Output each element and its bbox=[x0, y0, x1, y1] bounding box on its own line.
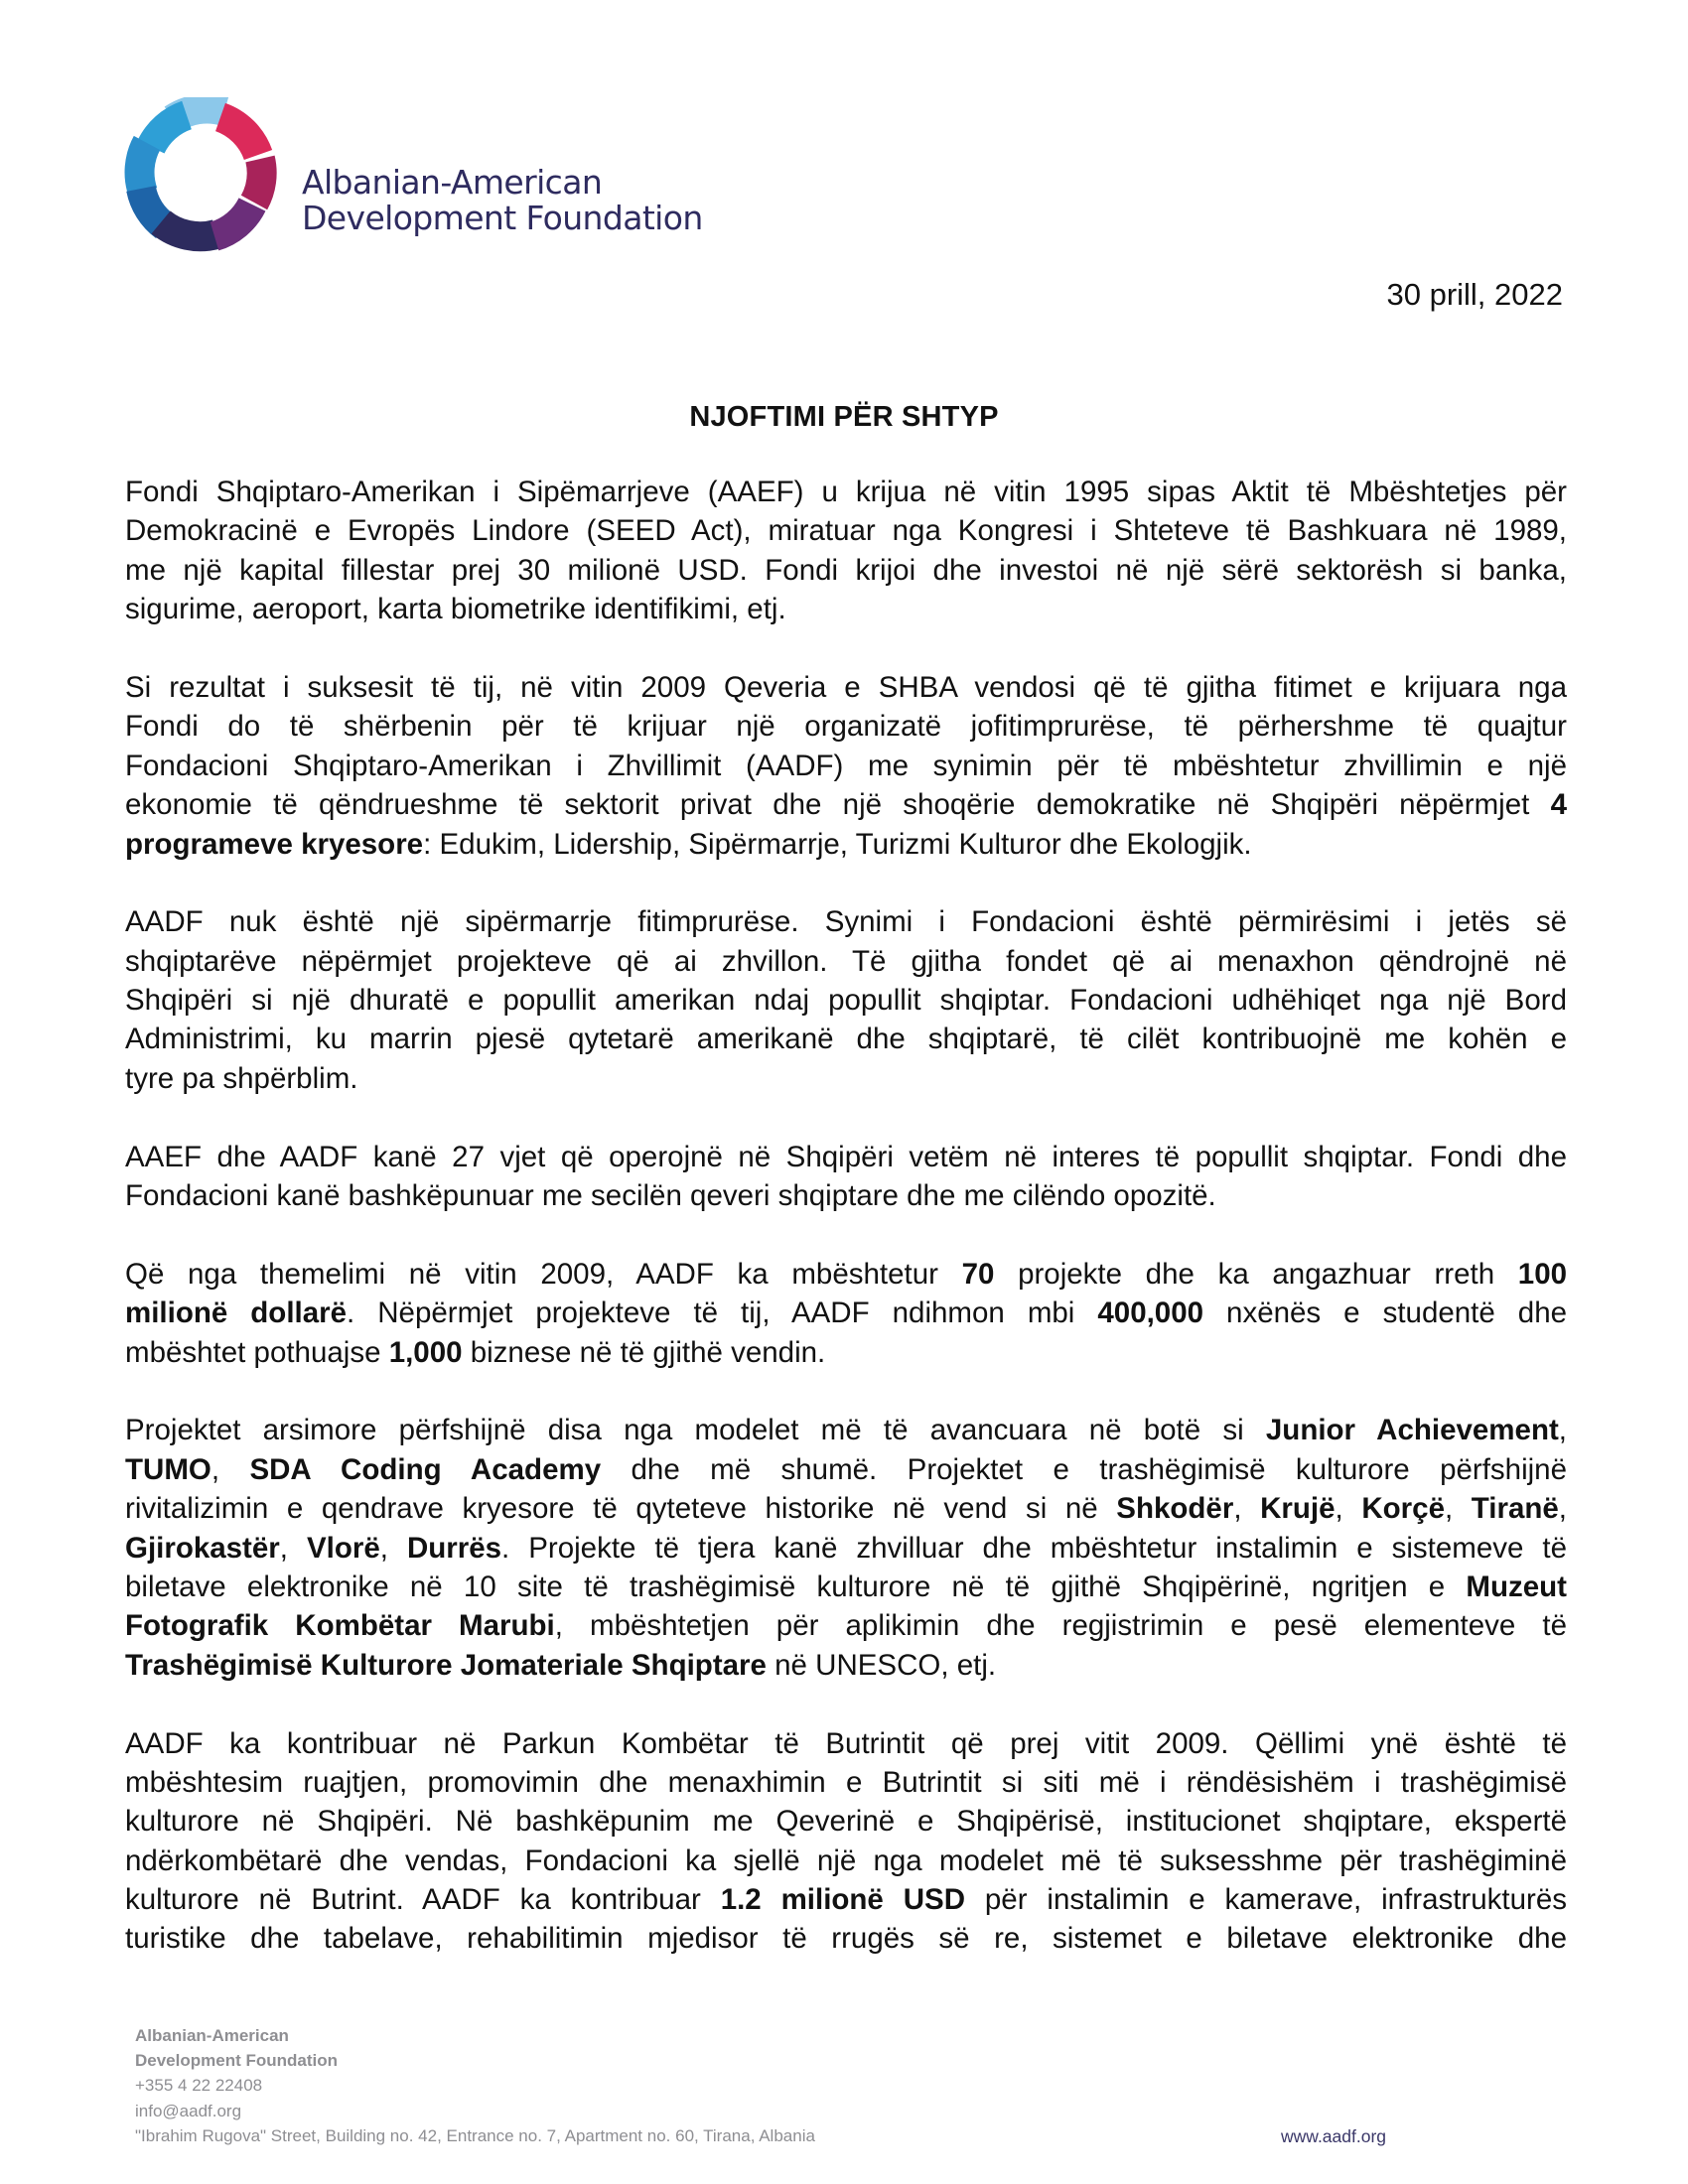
text: ekonomie të qëndrueshme të sektorit privat dhe një shoqërie demokratike në Shqipëri nëpërmjet bbox=[125, 788, 1551, 822]
text-line bbox=[125, 1255, 1567, 1294]
text: projekte dhe ka angazhuar rreth bbox=[994, 1257, 1518, 1291]
text-line bbox=[125, 590, 1567, 628]
text: nxënës e studentë dhe bbox=[1203, 1297, 1567, 1330]
bold-text: Junior Achievement bbox=[1265, 1414, 1559, 1447]
text-line bbox=[125, 511, 1567, 550]
footer-contact bbox=[135, 2023, 815, 2148]
text: Që nga themelimi në vitin 2009, AADF ka mbështetur bbox=[125, 1257, 962, 1291]
text-line bbox=[125, 1020, 1567, 1058]
press-release-body bbox=[125, 473, 1567, 1997]
bold-text: 400,000 bbox=[1097, 1297, 1204, 1330]
logo-line-1: Albanian-American bbox=[302, 163, 603, 202]
paragraph bbox=[125, 473, 1567, 629]
text-line bbox=[125, 1059, 1567, 1098]
text: dhe më shumë. Projektet e trashëgimisë kulturore përfshijnë bbox=[601, 1452, 1567, 1486]
text-line bbox=[125, 551, 1567, 590]
text: , bbox=[1558, 1492, 1567, 1526]
text-line bbox=[125, 825, 1567, 864]
bold-text: TUMO bbox=[125, 1452, 211, 1486]
text: AADF nuk është një sipërmarrje fitimprurëse. Synimi i Fondacioni është përmirësimi i jetës së bbox=[125, 905, 1567, 939]
text: kulturore në Butrint. AADF ka kontribuar bbox=[125, 1883, 721, 1917]
bold-text: programeve kryesore bbox=[125, 827, 424, 861]
text: AADF ka kontribuar në Parkun Kombëtar të Butrintit që prej vitit 2009. Qëllimi ynë është të bbox=[125, 1726, 1567, 1760]
text-line bbox=[125, 1176, 1567, 1215]
text: me një kapital fillestar prej 30 milionë USD. Fondi krijoi dhe investoi në një sërë sektorësh si banka, bbox=[125, 553, 1567, 587]
text-line bbox=[125, 1568, 1567, 1606]
text: , mbështetjen për aplikimin dhe regjistrimin e pesë elementeve të bbox=[554, 1609, 1567, 1643]
text-line bbox=[125, 1842, 1567, 1880]
paragraph bbox=[125, 1255, 1567, 1372]
text-line bbox=[125, 1411, 1567, 1449]
bold-text: milionë dollarë bbox=[125, 1297, 348, 1330]
text: Fondi Shqiptaro-Amerikan i Sipëmarrjeve (AAEF) u krijua në vitin 1995 sipas Aktit të Mbështetjes për bbox=[125, 476, 1567, 508]
text-line bbox=[125, 902, 1567, 941]
text-line bbox=[125, 785, 1567, 824]
bold-text: Trashëgimisë Kulturore Jomateriale Shqiptare bbox=[125, 1648, 767, 1682]
bold-text: Muzeut bbox=[1466, 1570, 1567, 1603]
bold-text: 1.2 milionë USD bbox=[720, 1883, 965, 1917]
footer-website-link[interactable]: www.aadf.org bbox=[1281, 2126, 1387, 2146]
text: , bbox=[279, 1531, 307, 1565]
text-line bbox=[125, 473, 1567, 511]
text: Fondi do të shërbenin për të krijuar një organizatë jofitimprurëse, të përhershme të quajtur bbox=[125, 710, 1567, 744]
text-line bbox=[125, 1763, 1567, 1802]
text-line bbox=[125, 747, 1567, 785]
text: : Edukim, Lidership, Sipërmarrje, Turizmi Kulturor dhe Ekologjik. bbox=[423, 827, 1252, 861]
text-line bbox=[125, 1880, 1567, 1919]
text-line bbox=[125, 707, 1567, 746]
text: mbështesim ruajtjen, promovimin dhe menaxhimin e Butrintit si siti më i rëndësishëm i trashëgimisë bbox=[125, 1765, 1567, 1799]
footer-email[interactable]: info@aadf.org bbox=[135, 2101, 242, 2120]
bold-text: Gjirokastër bbox=[125, 1531, 280, 1565]
text-line bbox=[125, 1450, 1567, 1489]
paragraph bbox=[125, 1411, 1567, 1685]
bold-text: 4 bbox=[1550, 788, 1567, 822]
bold-text: 100 bbox=[1517, 1257, 1567, 1291]
text-line bbox=[125, 1724, 1567, 1763]
text: në UNESCO, etj. bbox=[766, 1648, 997, 1682]
press-release-date: 30 prill, 2022 bbox=[1386, 277, 1563, 312]
footer-org-line-1: Albanian-American bbox=[135, 2026, 289, 2045]
text-line bbox=[125, 1529, 1567, 1568]
text: , bbox=[379, 1531, 407, 1565]
text: Shqipëri si një dhuratë e popullit amerikan ndaj popullit shqiptar. Fondacioni udhëhiqet nga një Bord bbox=[125, 984, 1567, 1018]
text-line bbox=[125, 1646, 1567, 1685]
text-line bbox=[125, 1294, 1567, 1332]
footer-org-line-2: Development Foundation bbox=[135, 2051, 338, 2071]
text: Administrimi, ku marrin pjesë qytetarë amerikanë dhe shqiptarë, të cilët kontribuojnë me kohën e bbox=[125, 1023, 1567, 1056]
text-line bbox=[125, 1919, 1567, 1958]
footer-phone: +355 4 22 22408 bbox=[135, 2076, 263, 2096]
text: , bbox=[1444, 1492, 1472, 1526]
bold-text: Krujë bbox=[1260, 1492, 1336, 1526]
bold-text: Fotografik Kombëtar Marubi bbox=[125, 1609, 555, 1643]
text: , bbox=[1558, 1414, 1567, 1447]
text: mbështet pothuajse bbox=[125, 1335, 389, 1369]
logo-line-2: Development Foundation bbox=[302, 199, 703, 237]
text-line bbox=[125, 1606, 1567, 1645]
page-title: NJOFTIMI PËR SHTYP bbox=[689, 401, 999, 433]
text: . Nëpërmjet projekteve të tij, AADF ndihmon mbi bbox=[347, 1297, 1098, 1330]
text-line bbox=[125, 668, 1567, 707]
text-line bbox=[125, 1802, 1567, 1841]
text-line bbox=[125, 942, 1567, 981]
paragraph bbox=[125, 902, 1567, 1098]
text: , bbox=[211, 1452, 250, 1486]
text: , bbox=[1233, 1492, 1261, 1526]
paragraph bbox=[125, 1138, 1567, 1216]
bold-text: 70 bbox=[961, 1257, 995, 1291]
text: Fondacioni Shqiptaro-Amerikan i Zhvillimit (AADF) me synimin për të mbështetur zhvillimin e një bbox=[125, 749, 1567, 782]
text: sigurime, aeroport, karta biometrike identifikimi, etj. bbox=[125, 593, 786, 626]
footer-address: "Ibrahim Rugova" Street, Building no. 42, Entrance no. 7, Apartment no. 60, Tirana, Albania bbox=[135, 2125, 815, 2145]
text: shqiptarëve nëpërmjet projekteve që ai zhvillon. Të gjitha fondet që ai menaxhon qëndrojnë në bbox=[125, 944, 1567, 978]
bold-text: Shkodër bbox=[1116, 1492, 1234, 1526]
text: për instalimin e kamerave, infrastrukturës bbox=[965, 1883, 1567, 1917]
text-line bbox=[125, 981, 1567, 1020]
text: biletave elektronike në 10 site të trashëgimisë kulturore në të gjithë Shqipërinë, ngritjen e bbox=[125, 1570, 1467, 1603]
text: ndërkombëtarë dhe vendas, Fondacioni ka sjellë një nga modelet më të suksesshme për trashëgiminë bbox=[125, 1843, 1567, 1877]
text: tyre pa shpërblim. bbox=[125, 1061, 358, 1095]
text-line bbox=[125, 1333, 1567, 1372]
text: Projektet arsimore përfshijnë disa nga modelet më të avancuara në botë si bbox=[125, 1414, 1266, 1447]
text: kulturore në Shqipëri. Në bashkëpunim me Qeverinë e Shqipërisë, institucionet shqiptare, ekspertë bbox=[125, 1805, 1567, 1839]
bold-text: Vlorë bbox=[306, 1531, 380, 1565]
text: AAEF dhe AADF kanë 27 vjet që operojnë në Shqipëri vetëm në interes të popullit shqiptar. Fondi dhe bbox=[125, 1140, 1567, 1173]
text: turistike dhe tabelave, rehabilitimin mjedisor të rrugës së re, sistemet e biletave elektronike dhe bbox=[125, 1922, 1567, 1956]
logo-wordmark bbox=[302, 165, 703, 236]
paragraph bbox=[125, 668, 1567, 864]
bold-text: 1,000 bbox=[388, 1335, 463, 1369]
text: biznese në të gjithë vendin. bbox=[462, 1335, 826, 1369]
text: . Projekte të tjera kanë zhvilluar dhe mbështetur instalimin e sistemeve të bbox=[501, 1531, 1567, 1565]
text: , bbox=[1335, 1492, 1362, 1526]
text-line bbox=[125, 1138, 1567, 1176]
aadf-logo-icon bbox=[121, 97, 280, 252]
text: rivitalizimin e qendrave kryesore të qyteteve historike në vend si në bbox=[125, 1492, 1117, 1526]
text: Si rezultat i suksesit të tij, në vitin 2009 Qeveria e SHBA vendosi që të gjitha fitimet e krijuara nga bbox=[125, 670, 1567, 704]
bold-text: Korçë bbox=[1361, 1492, 1445, 1526]
bold-text: Durrës bbox=[406, 1531, 502, 1565]
text: Demokracinë e Evropës Lindore (SEED Act), miratuar nga Kongresi i Shteteve të Bashkuara në 1989, bbox=[125, 514, 1567, 548]
bold-text: SDA Coding Academy bbox=[249, 1452, 602, 1486]
bold-text: Tiranë bbox=[1471, 1492, 1559, 1526]
paragraph bbox=[125, 1724, 1567, 1959]
text: Fondacioni kanë bashkëpunuar me secilën qeveri shqiptare dhe me cilëndo opozitë. bbox=[125, 1179, 1216, 1213]
text-line bbox=[125, 1489, 1567, 1528]
